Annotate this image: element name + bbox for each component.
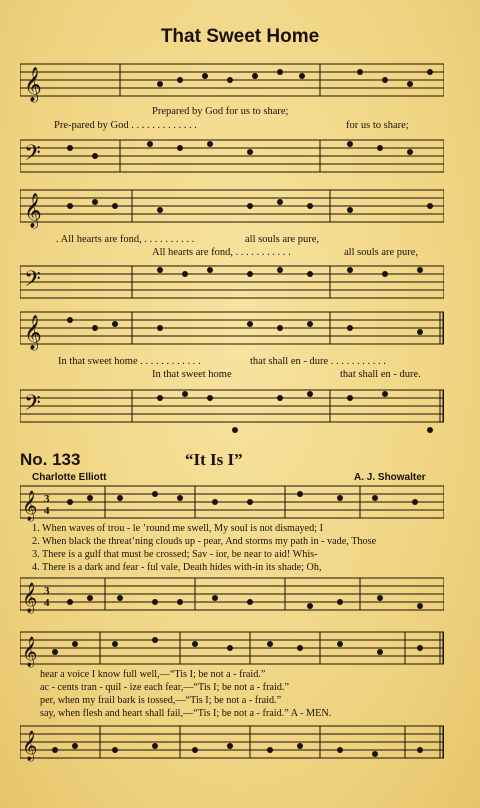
svg-text:𝄢: 𝄢 (24, 267, 41, 296)
treble-staff-2 (20, 184, 444, 232)
svg-text:𝄢: 𝄢 (24, 141, 41, 170)
bass-staff-3 (20, 384, 444, 436)
svg-text:4: 4 (44, 597, 50, 609)
verse-line: ac - cents tran - quil - ize each fear,—“Tis I; be not a - fraid.” (40, 682, 289, 693)
lyric-line: All hearts are fond, . . . . . . . . . . . (152, 247, 291, 258)
verse-block-2 (40, 668, 331, 720)
composer-credit: A. J. Showalter (354, 472, 426, 483)
svg-text:3: 3 (44, 585, 50, 597)
svg-text:𝄞: 𝄞 (22, 637, 38, 666)
lyricist-credit: Charlotte Elliott (32, 472, 107, 483)
verse-line: 1. When waves of trou - le ’round me swell, My soul is not dismayed; I (32, 523, 323, 534)
lyric-line: . All hearts are fond, . . . . . . . . . . (56, 234, 195, 245)
verse-line: 2. When black the threat’ning clouds up - pear, And storms my path in - vade, Those (32, 536, 377, 547)
bass-staff-2 (20, 260, 444, 308)
verse-block-1 (32, 522, 376, 574)
svg-text:𝄞: 𝄞 (22, 583, 38, 612)
bass-staff-5 (20, 722, 444, 764)
song-title-it-is-i: “It Is I” (185, 450, 243, 469)
song-title-that-sweet-home: That Sweet Home (160, 26, 320, 47)
verse-line: per, when my frail bark is tossed,—“Tis I; be not a - fraid.” (40, 695, 282, 706)
verse-line: say, when flesh and heart shall fail,—“Tis I; be not a - fraid.” A - MEN. (40, 708, 332, 719)
lyric-line: for us to share; (346, 120, 409, 131)
svg-text:𝄞: 𝄞 (24, 316, 42, 349)
svg-text:𝄞: 𝄞 (22, 731, 38, 760)
lyric-line: all souls are pure, (344, 247, 419, 258)
lyric-line: Pre-pared by God . . . . . . . . . . . . . (54, 120, 197, 131)
svg-text:𝄞: 𝄞 (22, 491, 38, 520)
lyric-line: that shall en - dure . . . . . . . . . . . (250, 356, 386, 367)
lyric-line: that shall en - dure. (340, 369, 421, 380)
treble-staff-4 (20, 482, 444, 524)
svg-text:𝄞: 𝄞 (24, 194, 42, 227)
bass-staff-1 (20, 134, 444, 182)
verse-line: hear a voice I know full well,—“Tis I; be not a - fraid.” (40, 669, 266, 680)
hymn-number: No. 133 (20, 450, 81, 469)
svg-text:𝄞: 𝄞 (24, 68, 42, 101)
bass-staff-4 (20, 574, 444, 616)
treble-staff-1 (20, 58, 444, 106)
treble-staff-3 (20, 306, 444, 354)
svg-text:4: 4 (44, 505, 50, 517)
verse-line: 4. There is a dark and fear - ful vale, Death hides with-in its shade; Oh, (32, 562, 322, 573)
lyric-line: Prepared by God for us to share; (152, 106, 289, 117)
svg-text:𝄢: 𝄢 (24, 391, 41, 420)
treble-staff-5 (20, 628, 444, 670)
lyric-line: In that sweet home . . . . . . . . . . . . (58, 356, 201, 367)
verse-line: 3. There is a gulf that must be crossed; Sav - ior, be near to aid! Whis- (32, 549, 318, 560)
lyric-line: In that sweet home (152, 369, 232, 380)
svg-text:3: 3 (44, 493, 50, 505)
lyric-line: all souls are pure, (245, 234, 320, 245)
